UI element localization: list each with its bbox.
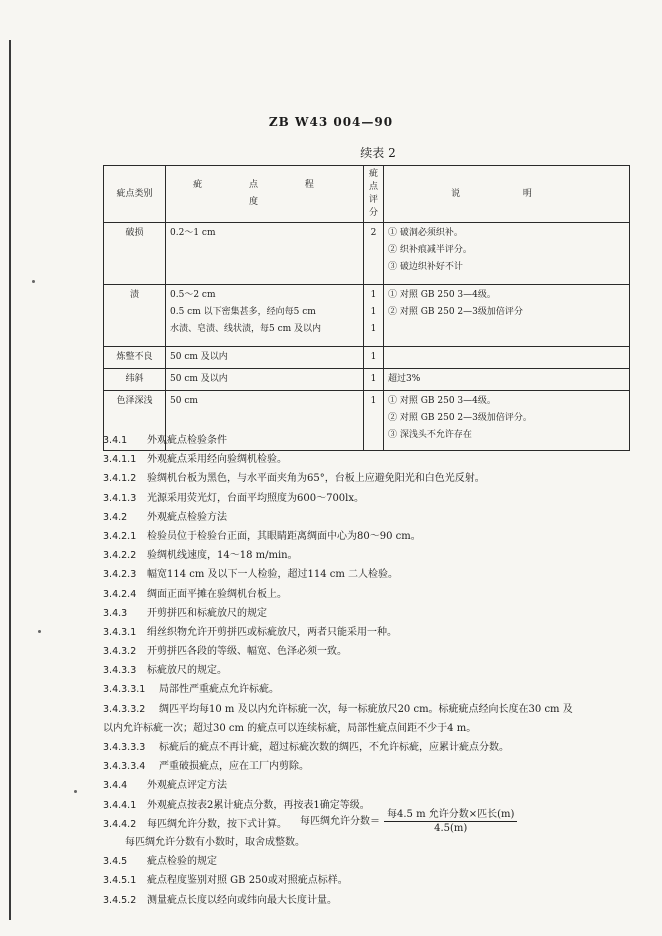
allowance-formula [300, 805, 517, 834]
row-category: 色泽深浅 [104, 391, 166, 451]
clause: 3.4.1.2 验绸机台板为黑色，与水平面夹角为65°，台板上应避免阳光和白色光反射。 [103, 473, 485, 485]
clause: 3.4.5.1 疵点程度鉴别对照 GB 250或对照疵点标样。 [103, 875, 348, 887]
row-notes [384, 347, 630, 369]
table-row [104, 347, 630, 369]
row-notes: ① 对照 GB 250 3—4级。 ② 对照 GB 250 2—3级加倍评分 [384, 285, 630, 347]
row-category: 炼整不良 [104, 347, 166, 369]
row-notes: ① 破洞必须织补。 ② 织补痕减半评分。 ③ 破边织补好不计 [384, 223, 630, 285]
table-header-row [104, 166, 630, 223]
clause: 3.4.1.1 外观疵点采用经向验绸机检验。 [103, 454, 287, 466]
scan-left-edge [9, 40, 11, 920]
table-caption: 续表 2 [360, 146, 396, 160]
clause: 3.4.3.3 标疵放尺的规定。 [103, 665, 227, 677]
clause: 3.4.3.3.1 局部性严重疵点允许标疵。 [103, 684, 279, 696]
formula-denominator: 4.5(m) [434, 823, 468, 834]
row-notes: 超过3% [384, 369, 630, 391]
table-row [104, 285, 630, 347]
clause: 3.4.3.3.3 标疵后的疵点不再计疵，超过标疵次数的绸匹，不允许标疵，应累计疵点分数。 [103, 742, 509, 753]
tail-clause-list [103, 833, 643, 910]
clause: 3.4.1 外观疵点检验条件 [103, 435, 227, 446]
formula-lhs: 每匹绸允许分数＝ [300, 816, 380, 827]
clause: 3.4.3.3.4 严重破损疵点，应在工厂内剪除。 [103, 761, 309, 773]
clause: 3.4.4 外观疵点评定方法 [103, 780, 227, 792]
row-notes: ① 对照 GB 250 3—4级。 ② 对照 GB 250 2—3级加倍评分。 ③ 深浅头不允许存在 [384, 391, 630, 451]
clause: 3.4.3.3.2 绸匹平均每10 m 及以内允许标疵一次，每一标疵放尺20 cm。标疵疵点经向长度在30 cm 及 [103, 703, 573, 715]
formula-fraction [384, 805, 517, 834]
clause: 3.4.4.1 外观疵点按表2累计疵点分数，再按表1确定等级。 [103, 799, 370, 811]
clause: 3.4.3.2 开剪拼匹各段的等级、幅宽、色泽必须一致。 [103, 646, 347, 658]
row-score: 2 [364, 223, 384, 285]
header-score: 疵点评分 [364, 166, 384, 223]
table-row [104, 223, 630, 285]
row-category: 破损 [104, 223, 166, 285]
clause: 3.4.3 开剪拼匹和标疵放尺的规定 [103, 607, 267, 619]
header-category: 疵点类别 [104, 166, 166, 223]
header-degree: 疵 点 程 度 [166, 166, 364, 223]
header-notes: 说 明 [384, 166, 630, 223]
scan-speck [38, 630, 41, 633]
document-number: ZB W43 004—90 [268, 115, 394, 129]
row-category: 纬斜 [104, 369, 166, 391]
clause: 3.4.2.2 验绸机线速度，14～18 m/min。 [103, 550, 298, 562]
row-degree: 50 cm 及以内 [166, 369, 364, 391]
clause: 3.4.1.3 光源采用荧光灯，台面平均照度为600～700lx。 [103, 492, 365, 504]
defect-score-table [103, 165, 630, 451]
clause: 3.4.2.3 幅宽114 cm 及以下一人检验，超过114 cm 二人检验。 [103, 569, 399, 581]
clause-list [103, 431, 643, 834]
clause-note: 每匹绸允许分数有小数时，取舍成整数。 [125, 837, 305, 848]
row-score: 1 1 1 [364, 285, 384, 347]
scan-speck [32, 280, 35, 283]
row-score: 1 [364, 347, 384, 369]
formula-numerator: 每4.5 m 允许分数×匹长(m) [384, 805, 517, 822]
row-degree: 50 cm 及以内 [166, 347, 364, 369]
clause-continuation: 以内允许标疵一次；超过30 cm 的疵点可以连续标疵，局部性疵点间距不少于4 m。 [103, 722, 477, 734]
clause: 3.4.5 疵点检验的规定 [103, 856, 217, 868]
scan-speck [74, 790, 77, 793]
clause: 3.4.5.2 测量疵点长度以经向或纬向最大长度计量。 [103, 894, 337, 906]
row-category: 渍 [104, 285, 166, 347]
clause: 3.4.2.4 绸面正面平摊在验绸机台板上。 [103, 588, 287, 600]
row-degree: 0.2～1 cm [166, 223, 364, 285]
clause: 3.4.3.1 绢丝织物允许开剪拼匹或标疵放尺，两者只能采用一种。 [103, 626, 397, 638]
row-score: 1 [364, 391, 384, 451]
clause: 3.4.2 外观疵点检验方法 [103, 511, 227, 523]
clause: 3.4.2.1 检验员位于检验台正面，其眼睛距离绸面中心为80～90 cm。 [103, 530, 421, 542]
clause: 3.4.4.2 每匹绸允许分数，按下式计算。 [103, 818, 287, 830]
table-row [104, 369, 630, 391]
row-degree: 50 cm [166, 391, 364, 451]
row-score: 1 [364, 369, 384, 391]
row-degree: 0.5～2 cm 0.5 cm 以下密集甚多，经向每5 cm 水渍、皂渍、线状渍，每5 cm 及以内 [166, 285, 364, 347]
